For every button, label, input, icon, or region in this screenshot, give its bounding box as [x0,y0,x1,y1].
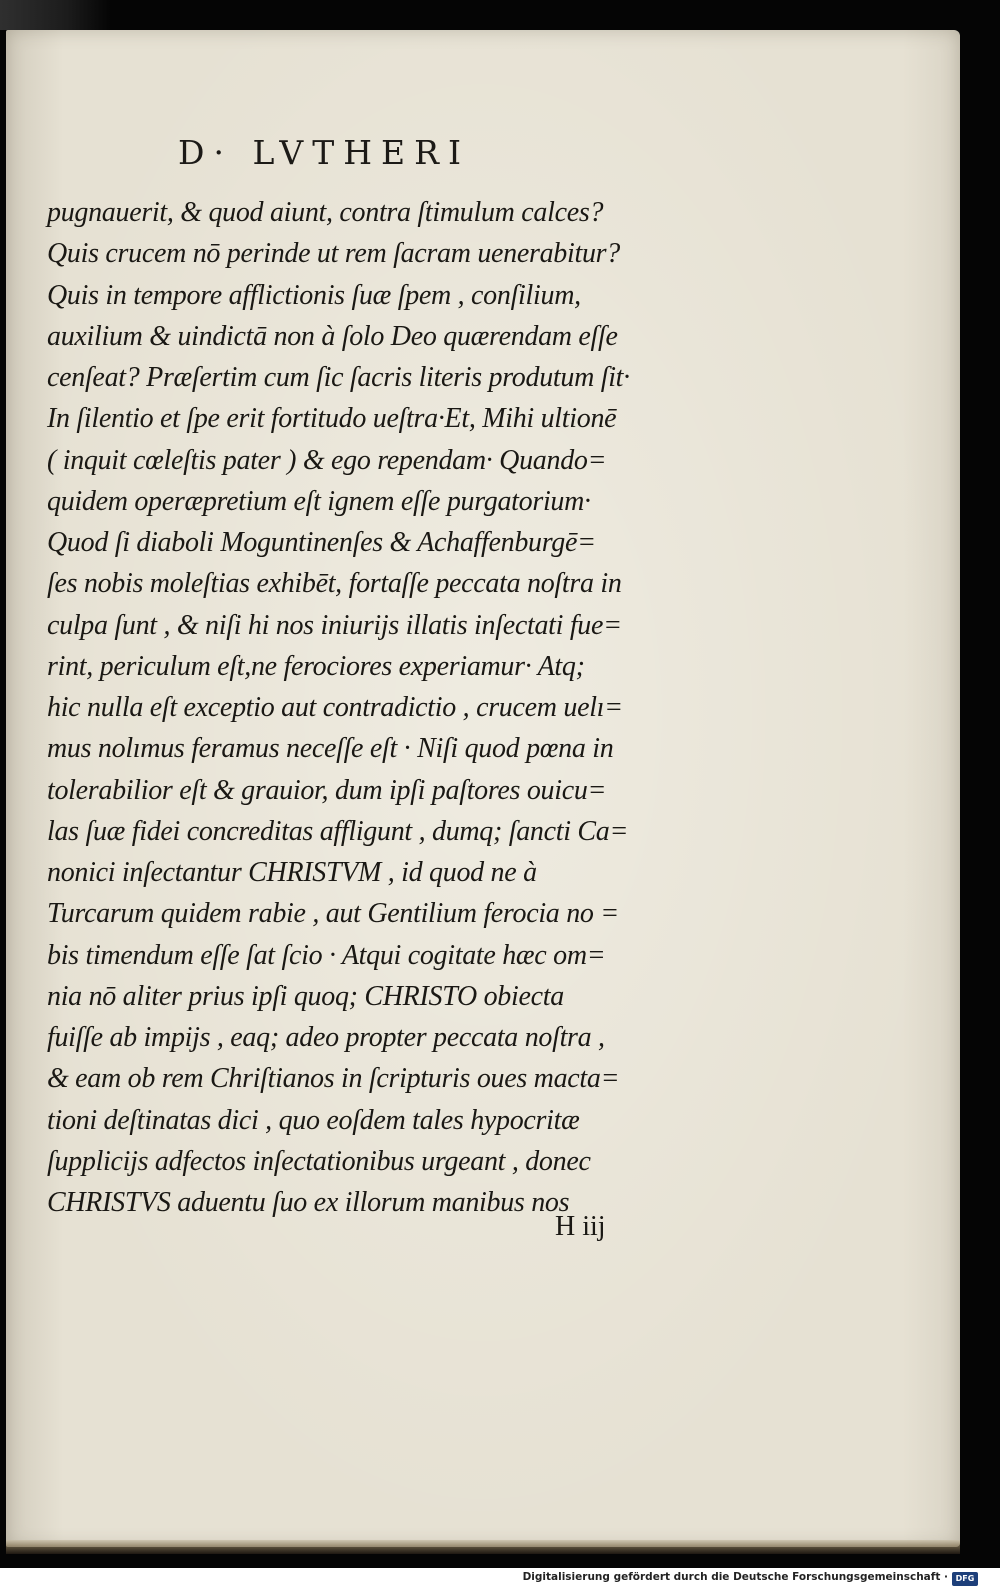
text-line: nia nō aliter prius ipſi quoq; CHRISTO obiecta [47,980,564,1012]
text-line: rint, periculum eſt,ne ferociores experiamur· Atq; [47,650,585,682]
text-line: tioni deſtinatas dici , quo eoſdem tales hypocritæ [47,1104,580,1136]
text-line: culpa ſunt , & niſi hi nos iniurijs illatis inſectati fue= [47,609,622,641]
text-line: & eam ob rem Chriſtianos in ſcripturis oues macta= [47,1063,620,1095]
text-line: tolerabilior eſt & grauior, dum ipſi paſtores ouicu= [47,774,607,806]
text-line: Turcarum quidem rabie , aut Gentilium ferocia no = [47,898,619,930]
text-line: bis timendum eſſe ſat ſcio · Atqui cogitate hæc om= [47,939,606,971]
text-line: las ſuæ fidei concreditas affligunt , dumq; ſancti Ca= [47,815,629,847]
text-line: Quod ſi diaboli Moguntinenſes & Achaffenburgē= [47,527,596,558]
text-line: mus nolımus feramus neceſſe eſt · Niſi quod pœna in [47,733,614,765]
running-head: D· LVTHERI [178,133,471,172]
body-text [47,192,687,1223]
scan-corner-mark [0,0,110,30]
text-line: ( inquit cœleſtis pater ) & ego rependam· Quando= [47,444,607,476]
text-line: In ſilentio et ſpe erit fortitudo ueſtra·Et, Mihi ultionē [47,403,617,435]
text-line: nonici inſectantur CHRISTVM , id quod ne à [47,857,537,888]
text-line: fuiſſe ab impijs , eaq; adeo propter peccata noſtra , [47,1022,605,1053]
page-bottom-edge [6,1540,960,1554]
signature-mark: H iij [555,1211,606,1242]
text-line: hic nulla eſt exceptio aut contradictio , crucem uelı= [47,692,623,723]
text-line: ſes nobis moleſtias exhibēt, fortaſſe peccata noſtra in [47,568,622,600]
text-line: Quis crucem nō perinde ut rem ſacram uenerabitur? [47,238,620,270]
text-line: pugnauerit, & quod aiunt, contra ſtimulum calces? [47,197,604,228]
text-line: auxilium & uindictā non à ſolo Deo quærendam eſſe [47,320,618,352]
text-line: CHRISTVS aduentu ſuo ex illorum manibus nos [47,1187,570,1218]
text-line: Quis in tempore afflictionis ſuæ ſpem , conſilium, [47,279,581,311]
text-line: ſupplicijs adfectos inſectationibus urgeant , donec [47,1145,591,1177]
dfg-logo: DFG [952,1572,978,1586]
footer-credit: Digitalisierung gefördert durch die Deutsche Forschungsgemeinschaft · [522,1571,948,1583]
text-line: cenſeat? Præſertim cum ſic ſacris literis produtum ſit· [47,362,630,393]
text-line: quidem operæpretium eſt ignem eſſe purgatorium· [47,485,591,517]
